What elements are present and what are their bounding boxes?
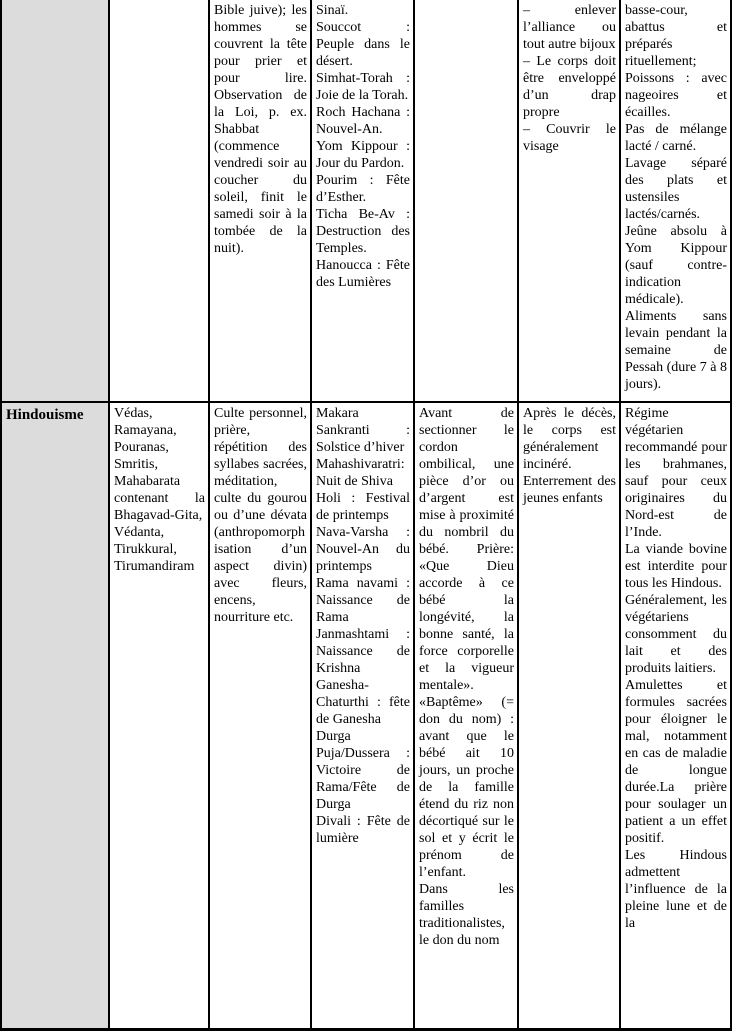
paragraph: Souccot : Peuple dans le désert. [316, 20, 410, 69]
paragraph: – Le corps doit être enveloppé d’un drap propre [523, 54, 616, 120]
cell-religion-name [2, 403, 110, 1028]
paragraph: – Couvrir le visage [523, 122, 616, 154]
cell-death-rituals [519, 0, 621, 403]
paragraph: Yom Kippour : Jour du Pardon. [316, 139, 410, 171]
paragraph: Lavage séparé des plats et ustensiles lactés/carnés. [625, 156, 727, 222]
paragraph: Aliments sans levain pendant la semaine de Pessah (dure 7 à 8 jours). [625, 309, 727, 392]
paragraph: «Baptême» (= don du nom) : avant que le bébé ait 10 jours, un proche de la famille étend du riz non décortiqué sur le sol et y écrit le prénom de l’enfant. [419, 695, 514, 880]
paragraph: Pourim : Fête d’Esther. [316, 173, 410, 205]
paragraph: Mahabarata contenant la Bhagavad-Gita, [114, 474, 205, 523]
paragraph: Ticha Be-Av : Destruction des Temples. [316, 207, 410, 256]
cell-birth-rituals [415, 403, 519, 1028]
paragraph: Sinaï. [316, 3, 349, 18]
paragraph: Dans les familles traditionalistes, le don du nom [419, 882, 514, 948]
paragraph: – enlever l’alliance ou tout autre bijoux [523, 3, 616, 52]
paragraph: Tirukkural, [114, 542, 177, 557]
paragraph: Bible juive); les hommes se couvrent la tête pour prier et pour lire. Observation de la Loi, p. ex. Shabbat (commence vendredi soir au coucher du soleil, finit le samedi soir à la tombée de la nuit). [214, 3, 307, 256]
paragraph: Védas, [114, 406, 153, 421]
paragraph: Ramayana, [114, 423, 177, 438]
paragraph: Pouranas, [114, 440, 169, 455]
cell-religion-name [2, 0, 110, 403]
paragraph: Smritis, [114, 457, 158, 472]
cell-death-rituals [519, 403, 621, 1028]
paragraph: La viande bovine est interdite pour tous les Hindous. [625, 542, 727, 591]
paragraph: Tirumandiram [114, 559, 195, 574]
paragraph: Les Hindous admettent l’influence de la pleine lune et de la [625, 848, 727, 931]
paragraph: Régime végétarien recommandé pour les brahmanes, sauf pour ceux originaires du Nord-est de l’Inde. [625, 406, 727, 540]
cell-dietary-rules [621, 403, 732, 1028]
paragraph: Enterrement des jeunes enfants [523, 474, 616, 506]
paragraph: Hanoucca : Fête des Lumières [316, 258, 410, 290]
paragraph: Pas de mélange lacté / carné. [625, 122, 727, 154]
paragraph: Avant de sectionner le cordon ombilical, une pièce d’or ou d’argent est mise à proximité du nombril du bébé. Prière: «Que Dieu accorde à ce bébé la longévité, la bonne santé, la force corporelle et la vigueur mentale». [419, 406, 514, 693]
paragraph: Amulettes et formules sacrées pour éloigner le mal, notamment en cas de maladie de longue durée.La prière pour soulager un patient a un effet positif. [625, 678, 727, 846]
paragraph: Nava-Varsha : Nouvel-An du printemps [316, 525, 410, 574]
paragraph: Culte personnel, prière, répétition des syllabes sacrées, méditation, culte du gourou ou d’une dévata (anthropomorphisation d’un aspect divin) avec fleurs, encens, nourriture etc. [214, 406, 307, 625]
paragraph: Ganesha-Chaturthi : fête de Ganesha [316, 678, 410, 727]
table-row-hindouisme [2, 403, 732, 1028]
paragraph: Durga Puja/Dussera : Victoire de Rama/Fête de Durga [316, 729, 410, 812]
paragraph: Mahashivaratri: Nuit de Shiva [316, 457, 405, 489]
paragraph: Jeûne absolu à Yom Kippour (sauf contre-indication médicale). [625, 224, 727, 307]
cell-dietary-rules [621, 0, 732, 403]
cell-sacred-texts [110, 403, 210, 1028]
paragraph: Divali : Fête de lumière [316, 814, 410, 846]
religion-name-label: Hindouisme [6, 407, 84, 423]
paragraph: Holi : Festival de printemps [316, 491, 410, 523]
paragraph: Simhat-Torah : Joie de la Torah. [316, 71, 410, 103]
cell-practices [210, 403, 312, 1028]
paragraph: Rama navami : Naissance de Rama [316, 576, 410, 625]
paragraph: Janmashtami : Naissance de Krishna [316, 627, 410, 676]
cell-birth-rituals [415, 0, 519, 403]
paragraph: Védanta, [114, 525, 165, 540]
paragraph: Après le décès, le corps est généralement incinéré. [523, 406, 616, 472]
cell-sacred-texts [110, 0, 210, 403]
paragraph: Makara Sankranti : Solstice d’hiver [316, 406, 410, 455]
cell-festivals [312, 0, 415, 403]
paragraph: basse-cour, abattus et préparés rituellement; Poissons : avec nageoires et écailles. [625, 3, 727, 120]
paragraph: Généralement, les végétariens consomment du lait et des produits laitiers. [625, 593, 727, 676]
table-row-judaisme-suite [2, 0, 732, 403]
cell-practices [210, 0, 312, 403]
cell-festivals [312, 403, 415, 1028]
paragraph: Roch Hachana : Nouvel-An. [316, 105, 410, 137]
